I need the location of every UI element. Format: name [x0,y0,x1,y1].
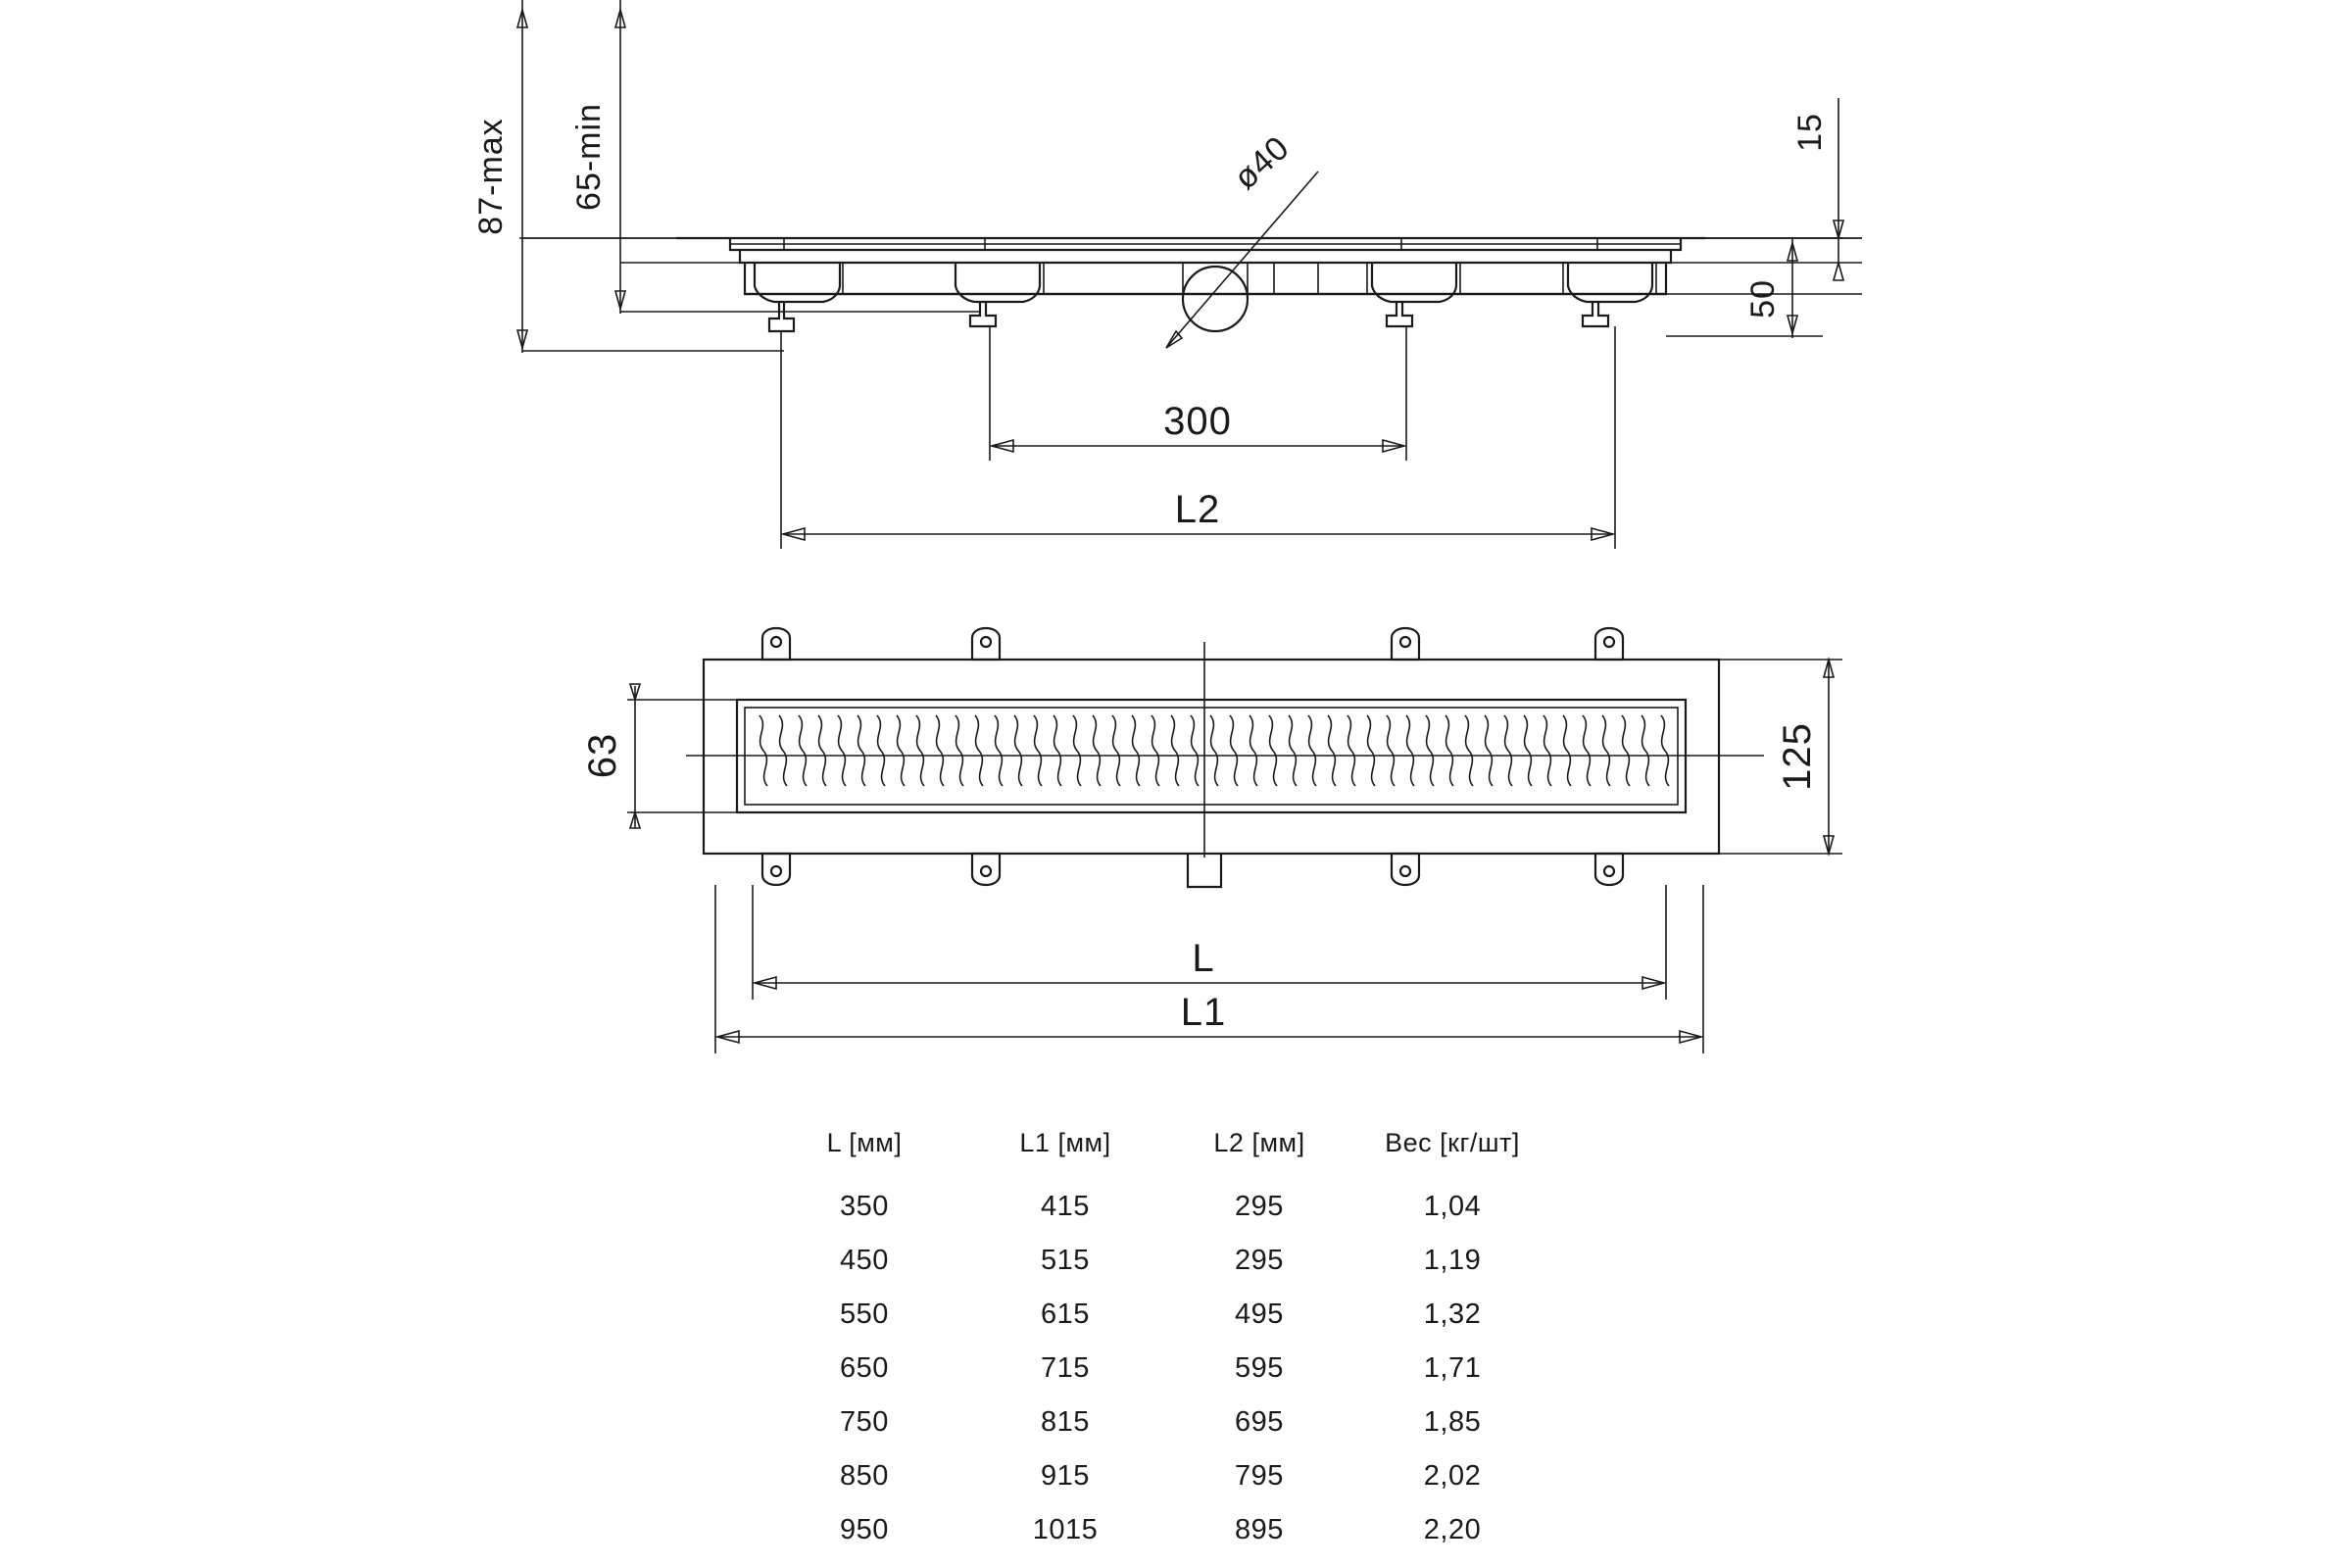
table-cell: 550 [840,1298,889,1330]
dimensions-table [827,1128,1520,1545]
table-row [840,1514,1481,1545]
table-cell: 615 [1041,1298,1090,1330]
table-cell: 2,02 [1423,1460,1482,1492]
dim-outlet-diameter: ø40 [1226,128,1298,197]
table-cell: 750 [840,1406,889,1438]
table-cell: 350 [840,1191,889,1222]
table-row [840,1406,1481,1438]
table-cell: 850 [840,1460,889,1492]
mounting-bracket-bottom [762,854,1623,885]
table-row [840,1460,1481,1492]
table-cell: 1015 [1032,1514,1099,1545]
dim-height-max: 87-max [472,118,510,235]
table-cell: 650 [840,1352,889,1384]
table-cell: 715 [1041,1352,1090,1384]
table-cell: 950 [840,1514,889,1545]
table-cell: 415 [1041,1191,1090,1222]
table-header-l: L [мм] [826,1128,903,1157]
table-header-l1: L1 [мм] [1019,1128,1111,1157]
table-cell: 795 [1235,1460,1284,1492]
table-cell: 1,19 [1423,1245,1482,1276]
dim-flange-thickness: 15 [1791,113,1829,152]
dim-length-l2: L2 [1174,488,1221,531]
table-cell: 915 [1041,1460,1090,1492]
dim-height-min: 65-min [570,103,608,211]
table-cell: 815 [1041,1406,1090,1438]
table-cell: 295 [1235,1191,1284,1222]
dim-grate-width-63: 63 [581,732,624,779]
section-view [472,0,1862,549]
table-cell: 295 [1235,1245,1284,1276]
table-header-l2: L2 [мм] [1213,1128,1305,1157]
mounting-bracket-top [762,628,1623,660]
dim-length-l: L [1192,937,1215,980]
plan-view [581,628,1842,1054]
table-row [840,1298,1481,1330]
dim-body-width-125: 125 [1776,722,1819,791]
table-cell: 895 [1235,1514,1284,1545]
table-cell: 450 [840,1245,889,1276]
table-cell: 1,32 [1423,1298,1482,1330]
table-cell: 695 [1235,1406,1284,1438]
table-cell: 1,71 [1423,1352,1482,1384]
table-row [840,1191,1481,1222]
table-header-weight: Вес [кг/шт] [1385,1128,1520,1157]
table-row [840,1245,1481,1276]
table-cell: 595 [1235,1352,1284,1384]
dim-body-height: 50 [1744,279,1782,318]
table-cell: 1,85 [1423,1406,1482,1438]
dim-length-l1: L1 [1180,991,1227,1034]
table-cell: 2,20 [1423,1514,1482,1545]
dim-leg-spacing-300: 300 [1163,400,1232,443]
table-cell: 495 [1235,1298,1284,1330]
table-cell: 1,04 [1423,1191,1482,1222]
table-row [840,1352,1481,1384]
table-cell: 515 [1041,1245,1090,1276]
